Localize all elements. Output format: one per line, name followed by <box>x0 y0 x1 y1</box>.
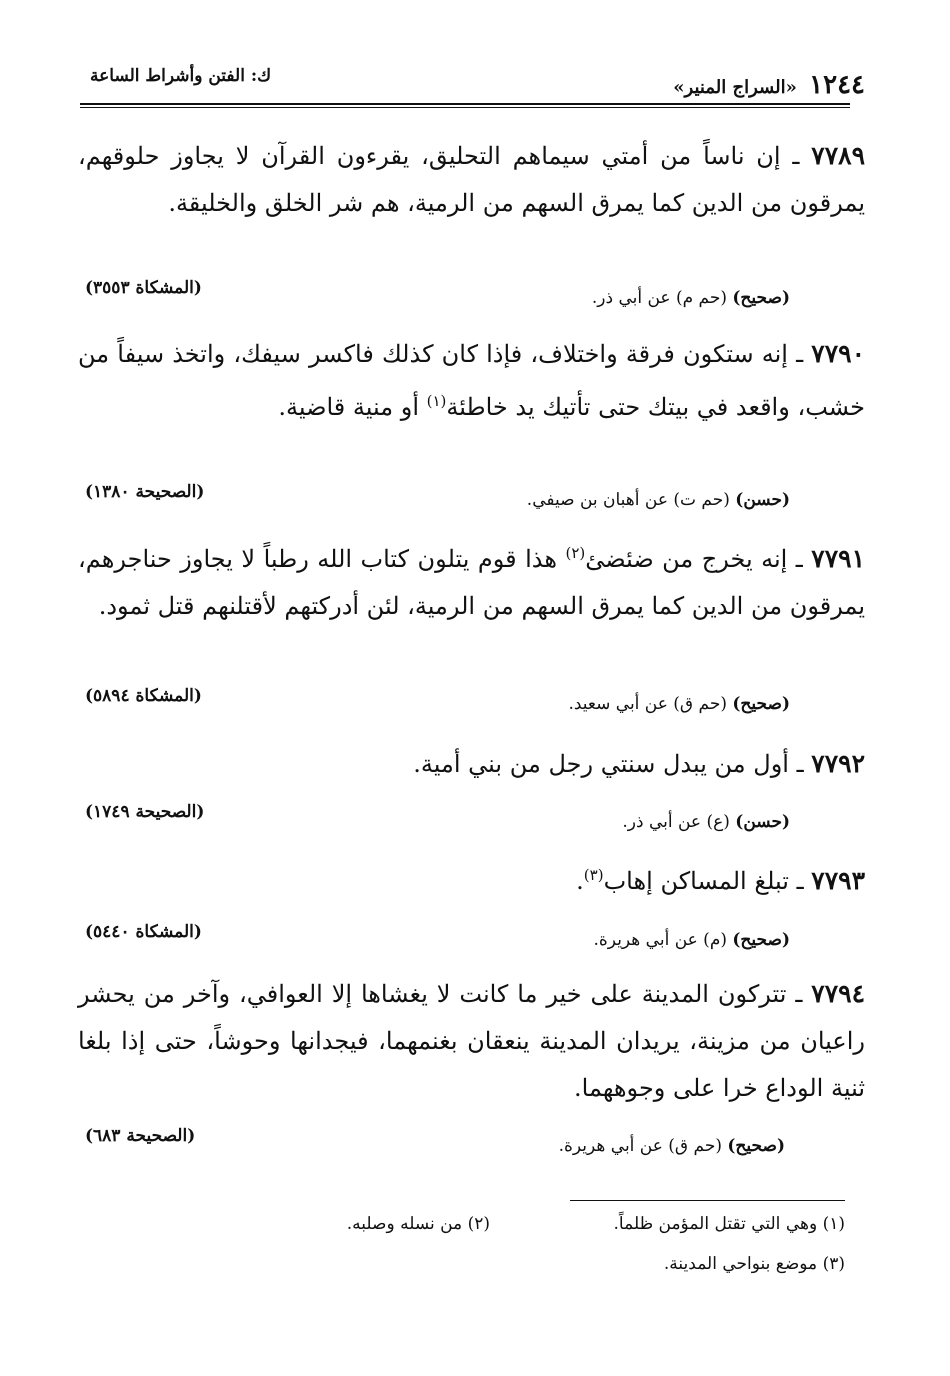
hadith-source <box>594 930 791 950</box>
hadith-reference: (الصحيحة ١٣٨٠) <box>85 482 205 502</box>
hadith-number: ٧٧٩٣ <box>811 866 865 895</box>
hadith-attribution: (حم ت) عن أهبان بن صيفي. <box>526 490 730 510</box>
hadith-text: إنه ستكون فرقة واختلاف، فإذا كان كذلك فاكسر سيفك، واتخذ سيفاً من خشب، واقعد في بيتك حتى تأتيك يد خاطئة <box>78 340 865 421</box>
footnote-2 <box>347 1214 490 1234</box>
hadith-7790: ٧٧٩٠ ـ إنه ستكون فرقة واختلاف، فإذا كان كذلك فاكسر سيفك، واتخذ سيفاً من خشب، واقعد في بيتك حتى تأتيك يد خاطئة$^{(١)}$ أو منية قاضية. <box>78 339 865 421</box>
header-rule-thin <box>80 107 850 108</box>
book-title: «السراج المنير» <box>673 77 797 98</box>
hadith-grade: (صحيح) <box>732 288 790 308</box>
hadith-source <box>568 694 790 714</box>
hadith-text: تبلغ المساكن إهاب <box>603 867 789 895</box>
hadith-grade: (صحيح) <box>732 930 790 950</box>
footnote-marker: (٢) <box>565 544 586 562</box>
header-rule <box>80 103 850 105</box>
footnote-mark: (٣) <box>822 1254 845 1274</box>
hadith-7789: ٧٧٨٩ ـ إن ناساً من أمتي سيماهم التحليق، يقرءون القرآن لا يجاوز حلوقهم، يمرقون من الدين كما يمرق السهم من الرمية، هم شر الخلق والخليقة. <box>78 141 865 217</box>
hadith-attribution: (م) عن أبي هريرة. <box>593 930 727 950</box>
footnote-rule <box>570 1200 845 1201</box>
hadith-number: ٧٧٩١ <box>811 544 865 573</box>
hadith-reference: (المشكاة ٥٤٤٠) <box>85 922 202 942</box>
hadith-text-cont: أو منية قاضية. <box>278 393 427 421</box>
hadith-7793: ٧٧٩٣ ـ تبلغ المساكن إهاب$^{(٣)}$. <box>576 866 865 895</box>
footnote-text: وهي التي تقتل المؤمن ظلماً. <box>613 1214 818 1234</box>
footnote-text: موضع بنواحي المدينة. <box>663 1254 818 1274</box>
hadith-number: ٧٧٩٢ <box>811 749 865 778</box>
hadith-text: إن ناساً من أمتي سيماهم التحليق، يقرءون القرآن لا يجاوز حلوقهم، يمرقون من الدين كما يمرق السهم من الرمية، هم شر الخلق والخليقة. <box>78 142 865 217</box>
hadith-source <box>527 490 790 510</box>
footnote-marker: (٣) <box>583 866 604 884</box>
hadith-grade: (حسن) <box>735 812 790 832</box>
hadith-reference: (المشكاة ٥٨٩٤) <box>85 686 202 706</box>
hadith-grade: (حسن) <box>735 490 790 510</box>
page-number: ١٢٤٤ <box>809 70 865 100</box>
hadith-grade: (صحيح) <box>732 694 790 714</box>
hadith-attribution: (حم م) عن أبي ذر. <box>591 288 727 308</box>
hadith-attribution: (حم ق) عن أبي سعيد. <box>568 694 727 714</box>
hadith-source <box>559 1136 785 1156</box>
hadith-text-cont: . <box>576 867 584 895</box>
hadith-attribution: (حم ق) عن أبي هريرة. <box>558 1136 722 1156</box>
hadith-attribution: (ع) عن أبي ذر. <box>622 812 730 832</box>
hadith-grade: (صحيح) <box>727 1136 785 1156</box>
running-header-right <box>673 70 865 100</box>
hadith-7791: ٧٧٩١ ـ إنه يخرج من ضئضئ$^{(٢)}$ هذا قوم يتلون كتاب الله رطباً لا يجاوز حناجرهم، يمرقون من الدين كما يمرق السهم من الرمية، لئن أدركتهم لأقتلنهم قتل ثمود. <box>78 544 865 620</box>
hadith-text: أول من يبدل سنتي رجل من بني أمية. <box>413 750 789 778</box>
hadith-source <box>592 288 790 308</box>
hadith-source <box>622 812 790 832</box>
hadith-7794: ٧٧٩٤ ـ تتركون المدينة على خير ما كانت لا يغشاها إلا العوافي، وآخر من يحشر راعيان من مزينة، يريدان المدينة ينعقان بغنمهما، فيجدانها وحوشاً، حتى إذا بلغا ثنية الوداع خرا على وجوههما. <box>78 979 865 1102</box>
hadith-text: إنه يخرج من ضئضئ <box>585 545 788 573</box>
hadith-number: ٧٧٨٩ <box>811 141 865 170</box>
footnote-3 <box>664 1254 845 1274</box>
footnote-mark: (٢) <box>467 1214 490 1234</box>
hadith-7792: ٧٧٩٢ ـ أول من يبدل سنتي رجل من بني أمية. <box>413 749 865 778</box>
chapter-title: ك: الفتن وأشراط الساعة <box>90 66 272 86</box>
footnote-mark: (١) <box>822 1214 845 1234</box>
hadith-text-cont: هذا قوم يتلون كتاب الله رطباً لا يجاوز حناجرهم، يمرقون من الدين كما يمرق السهم من الرمية، لئن أدركتهم لأقتلنهم قتل ثمود. <box>78 545 865 620</box>
hadith-number: ٧٧٩٤ <box>811 979 865 1008</box>
hadith-reference: (المشكاة ٣٥٥٣) <box>85 278 202 298</box>
footnote-marker: (١) <box>426 392 447 410</box>
hadith-number: ٧٧٩٠ <box>811 339 865 368</box>
hadith-reference: (الصحيحة ٦٨٣) <box>85 1126 196 1146</box>
footnote-1 <box>614 1214 845 1234</box>
hadith-text: تتركون المدينة على خير ما كانت لا يغشاها إلا العوافي، وآخر من يحشر راعيان من مزينة، يريدان المدينة ينعقان بغنمهما، فيجدانها وحوشاً، حتى إذا بلغا ثنية الوداع خرا على وجوههما. <box>78 980 865 1102</box>
hadith-reference: (الصحيحة ١٧٤٩) <box>85 802 205 822</box>
footnote-text: من نسله وصلبه. <box>346 1214 463 1234</box>
